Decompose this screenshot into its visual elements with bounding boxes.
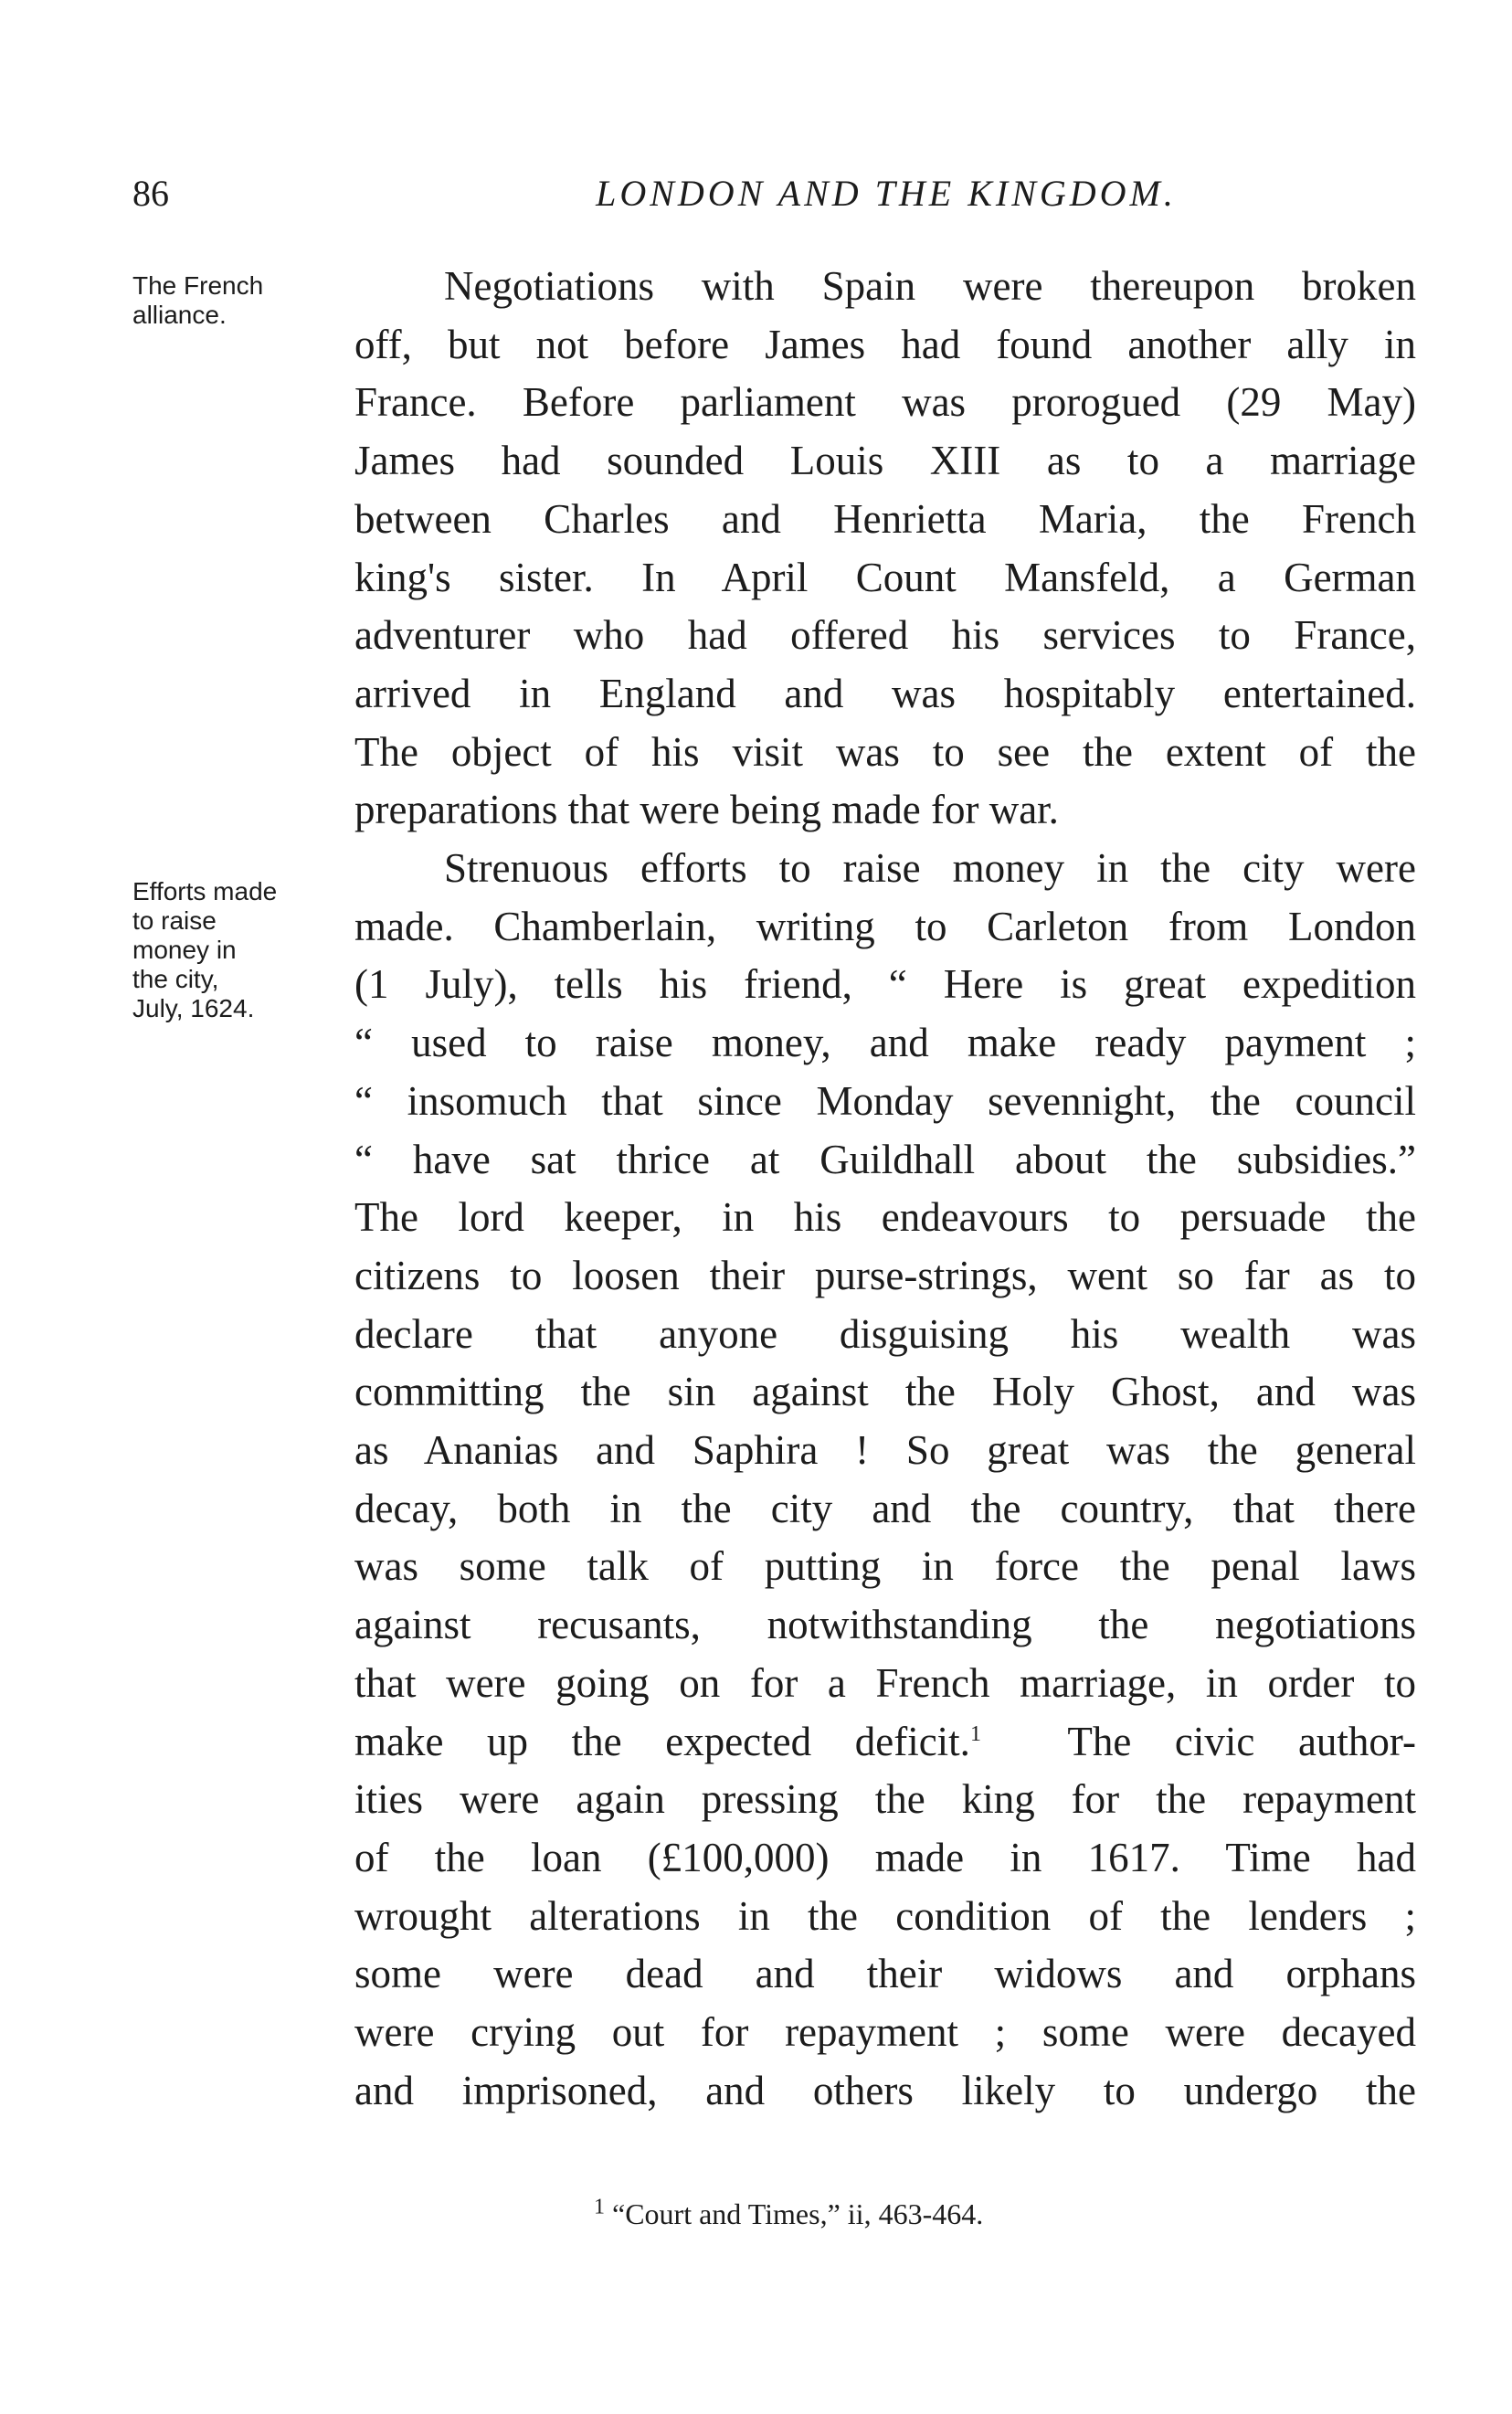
paragraph-french-alliance [354, 258, 1416, 840]
text-line: of the loan (£100,000) made in 1617. Time had [354, 1834, 1416, 1880]
text-line: decay, both in the city and the country, that there [354, 1485, 1416, 1531]
margin-note-line: The French [132, 271, 264, 300]
page-number: 86 [132, 173, 169, 214]
text-line: against recusants, notwithstanding the negotiations [354, 1602, 1416, 1648]
text-line: committing the sin against the Holy Ghost, and was [354, 1369, 1416, 1415]
text-line: made. Chamberlain, writing to Carleton from London [354, 903, 1416, 949]
margin-note-line: Efforts made [132, 877, 278, 905]
text-segment: The civic author- [980, 1718, 1416, 1764]
text-line: that were going on for a French marriage, in order to [354, 1659, 1416, 1706]
page-header [0, 172, 1512, 227]
margin-note-efforts [132, 877, 324, 1023]
text-line: “ insomuch that since Monday sevennight, the council [354, 1077, 1416, 1124]
text-line: citizens to loosen their purse-strings, went so far as to [354, 1252, 1416, 1298]
body-text [354, 258, 1416, 2121]
text-line: Negotiations with Spain were thereupon broken [444, 263, 1416, 309]
margin-note-line: alliance. [132, 301, 227, 329]
text-line: between Charles and Henrietta Maria, the French [354, 495, 1416, 542]
text-line: The object of his visit was to see the extent of the [354, 728, 1416, 775]
text-segment: make up the expected deficit. [354, 1718, 970, 1764]
text-line: ities were again pressing the king for the repayment [354, 1776, 1416, 1823]
text-line: was some talk of putting in force the penal laws [354, 1543, 1416, 1590]
text-line: off, but not before James had found another ally in [354, 321, 1416, 367]
text-line: some were dead and their widows and orphans [354, 1951, 1416, 1997]
text-line: arrived in England and was hospitably entertained. [354, 670, 1416, 716]
margin-note-line: the city, [132, 965, 219, 993]
footnote-reference: 1 [969, 1721, 981, 1746]
margin-note-line: July, 1624. [132, 994, 255, 1022]
margin-note-line: money in [132, 936, 237, 964]
paragraph-efforts [354, 840, 1416, 2120]
text-line: France. Before parliament was prorogued (29 May) [354, 379, 1416, 426]
running-title: LONDON AND THE KINGDOM. [596, 173, 1177, 214]
text-line: (1 July), tells his friend, “ Here is great expedition [354, 961, 1416, 1008]
text-line: king's sister. In April Count Mansfeld, a German [354, 554, 1416, 600]
text-line: wrought alterations in the condition of the lenders ; [354, 1892, 1416, 1939]
text-line: The lord keeper, in his endeavours to persuade the [354, 1194, 1416, 1241]
footnote [594, 2197, 983, 2231]
text-line: “ have sat thrice at Guildhall about the subsidies.” [354, 1136, 1416, 1182]
text-line: declare that anyone disguising his wealth was [354, 1310, 1416, 1357]
footnote-text: “Court and Times,” ii, 463-464. [605, 2197, 984, 2230]
text-line-with-footnote-ref [354, 1713, 1416, 1772]
margin-note-french-alliance [132, 271, 324, 330]
text-line: James had sounded Louis XIII as to a marriage [354, 438, 1416, 484]
text-line: and imprisoned, and others likely to undergo the [354, 2067, 1416, 2113]
margin-note-line: to raise [132, 906, 217, 935]
text-line: adventurer who had offered his services to France, [354, 612, 1416, 659]
text-line: were crying out for repayment ; some were decayed [354, 2009, 1416, 2056]
text-line: as Ananias and Saphira ! So great was the general [354, 1427, 1416, 1474]
text-line: “ used to raise money, and make ready payment ; [354, 1020, 1416, 1066]
text-line: preparations that were being made for war. [354, 787, 1059, 833]
footnote-marker: 1 [594, 2195, 605, 2219]
text-line: Strenuous efforts to raise money in the city were [444, 845, 1416, 892]
